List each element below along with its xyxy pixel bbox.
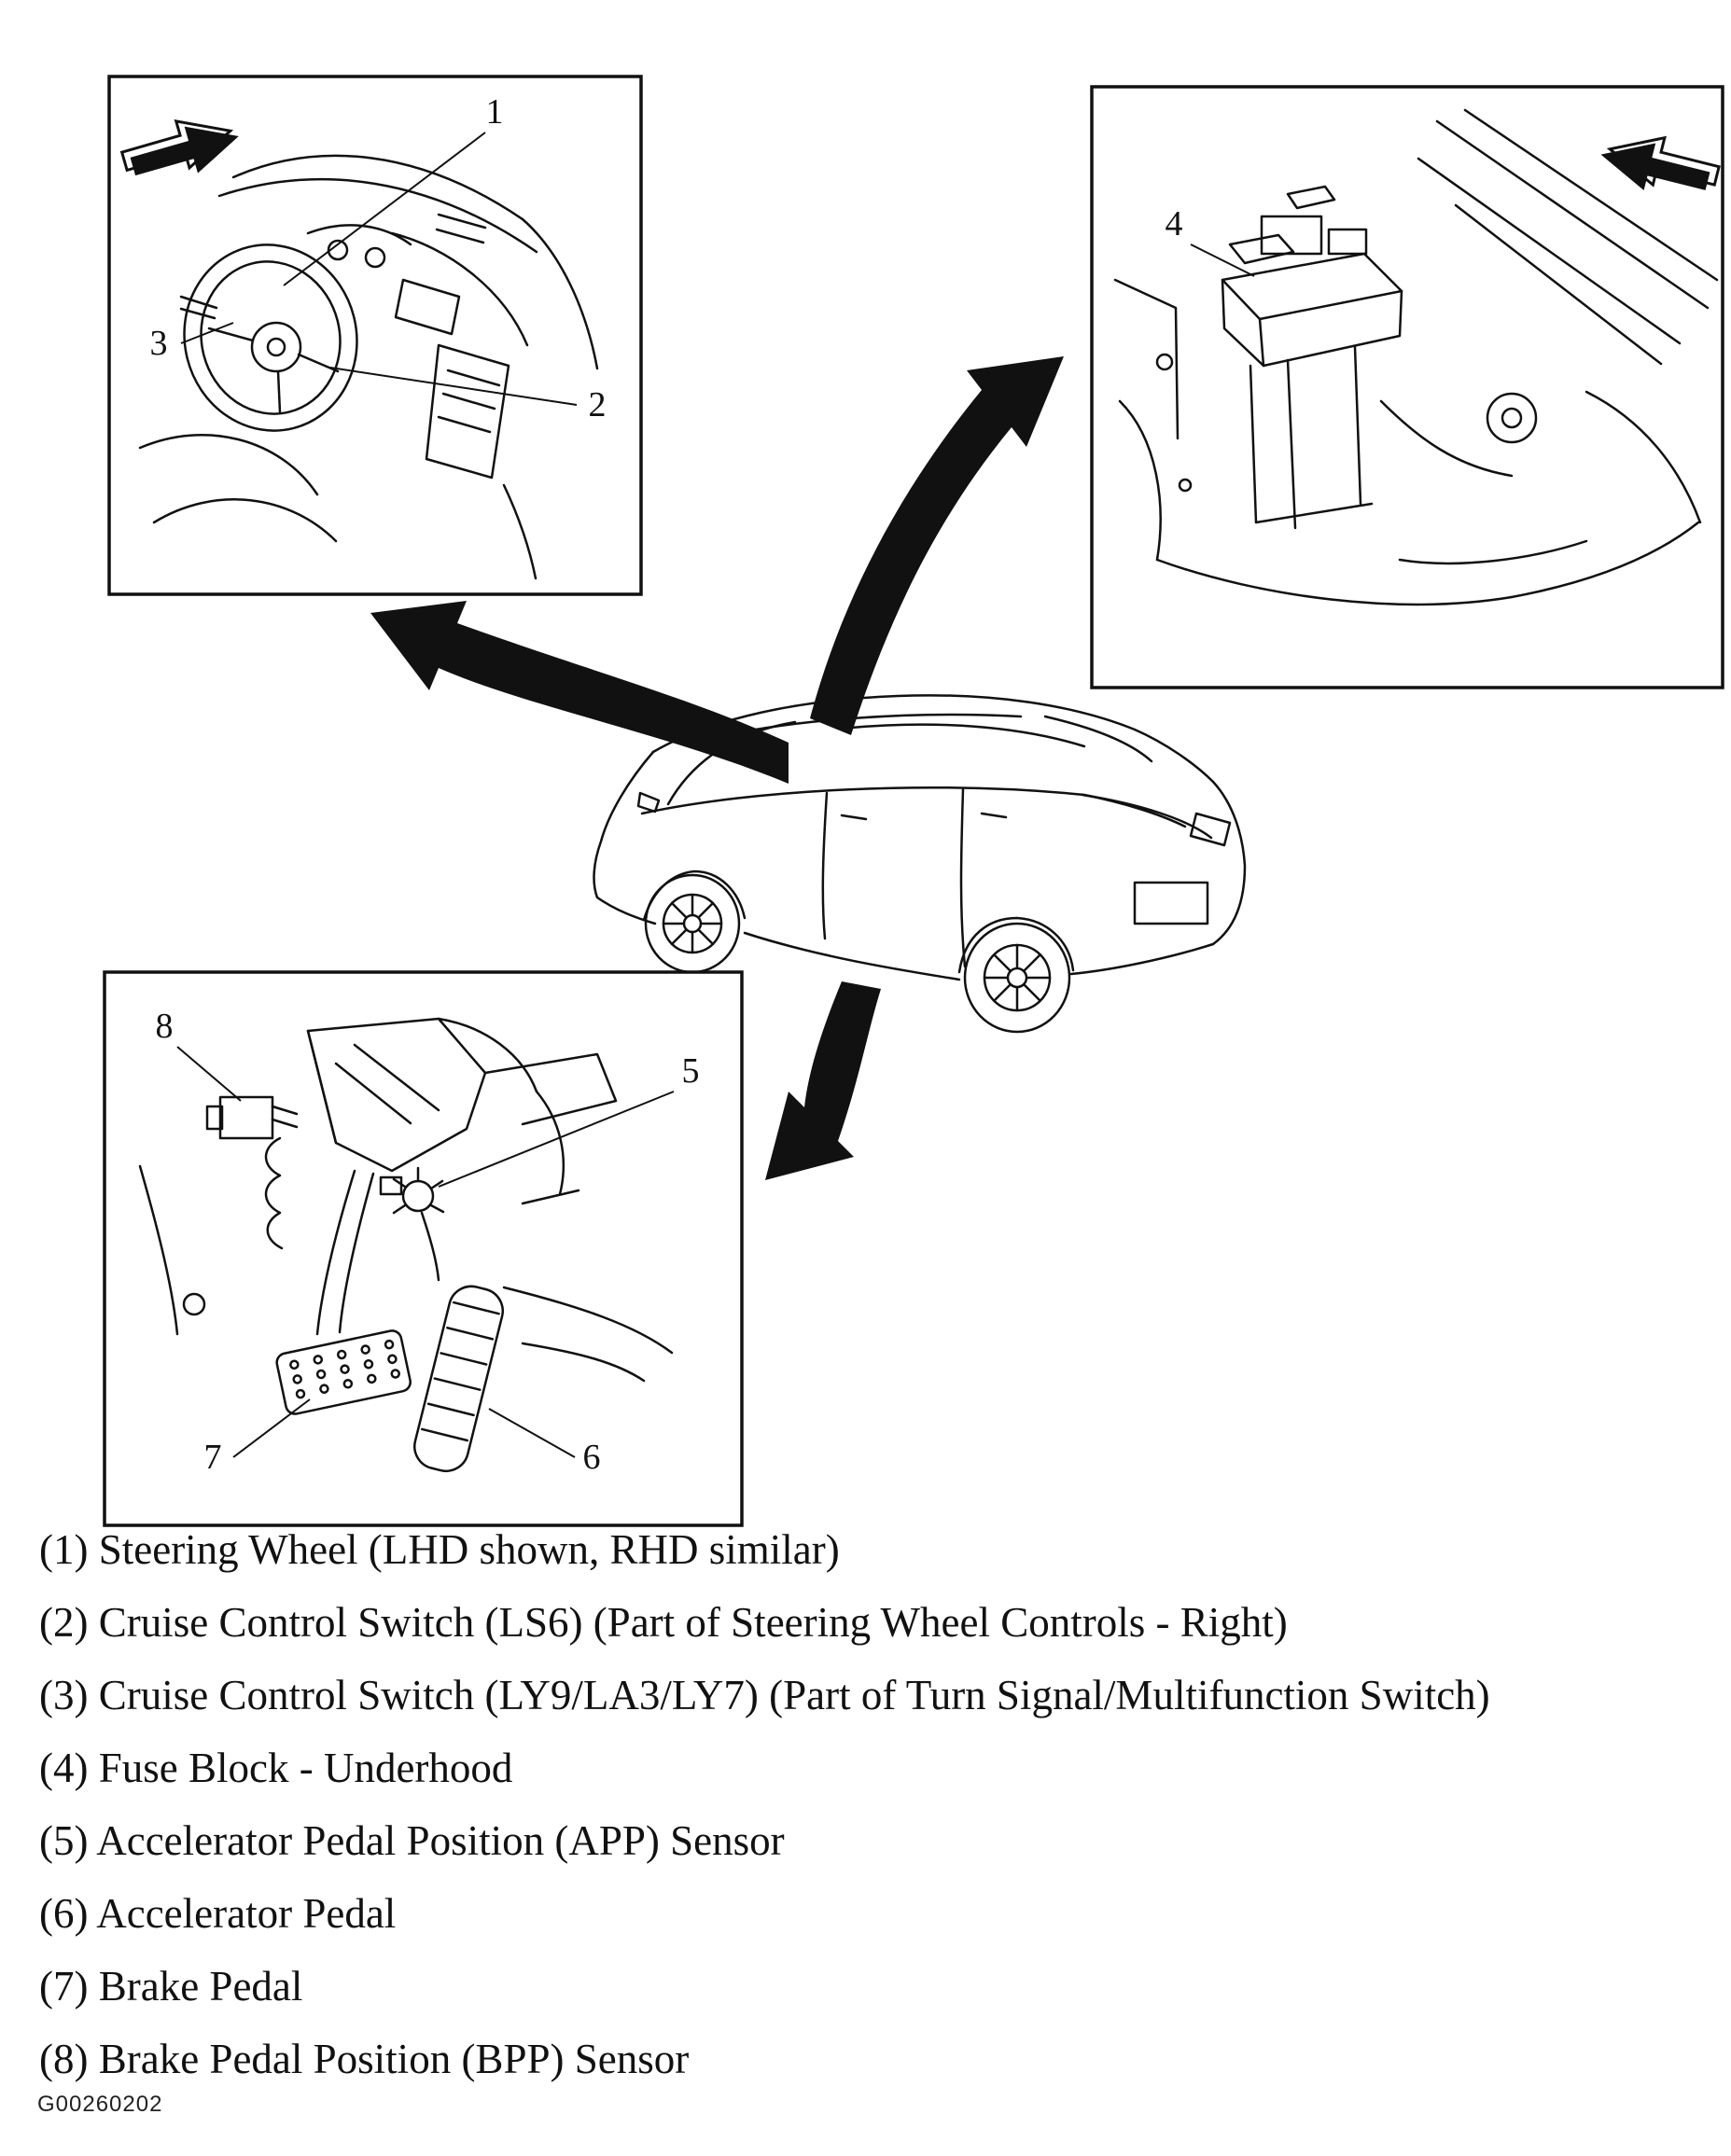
legend-item: (4) Fuse Block - Underhood [39,1745,513,1791]
callout-4-label: 4 [1165,204,1183,243]
arrow-to-fuse-block-panel [810,356,1064,735]
legend-item: (7) Brake Pedal [39,1963,303,2010]
legend [39,1513,1490,2095]
arrow-to-pedals-panel [765,981,881,1180]
callout-2-label: 2 [588,385,607,424]
callout-1-label: 1 [485,92,504,132]
callout-8-label: 8 [155,1007,174,1046]
legend-item: (1) Steering Wheel (LHD shown, RHD similar) [39,1526,840,1573]
panel-pedals-border [105,972,742,1525]
arrow-to-steering-panel [370,601,789,784]
callout-3-label: 3 [149,324,168,363]
callout-6-label: 6 [582,1438,601,1477]
legend-item: (3) Cruise Control Switch (LY9/LA3/LY7) (Part of Turn Signal/Multifunction Switch) [39,1672,1490,1718]
figure-code: G00260202 [37,2092,163,2117]
legend-item: (6) Accelerator Pedal [39,1890,397,1937]
callout-5-label: 5 [681,1051,700,1091]
callout-7-label: 7 [203,1438,222,1477]
legend-item: (8) Brake Pedal Position (BPP) Sensor [39,2036,690,2082]
legend-item: (2) Cruise Control Switch (LS6) (Part of Steering Wheel Controls - Right) [39,1599,1288,1646]
legend-item: (5) Accelerator Pedal Position (APP) Sensor [39,1817,785,1864]
